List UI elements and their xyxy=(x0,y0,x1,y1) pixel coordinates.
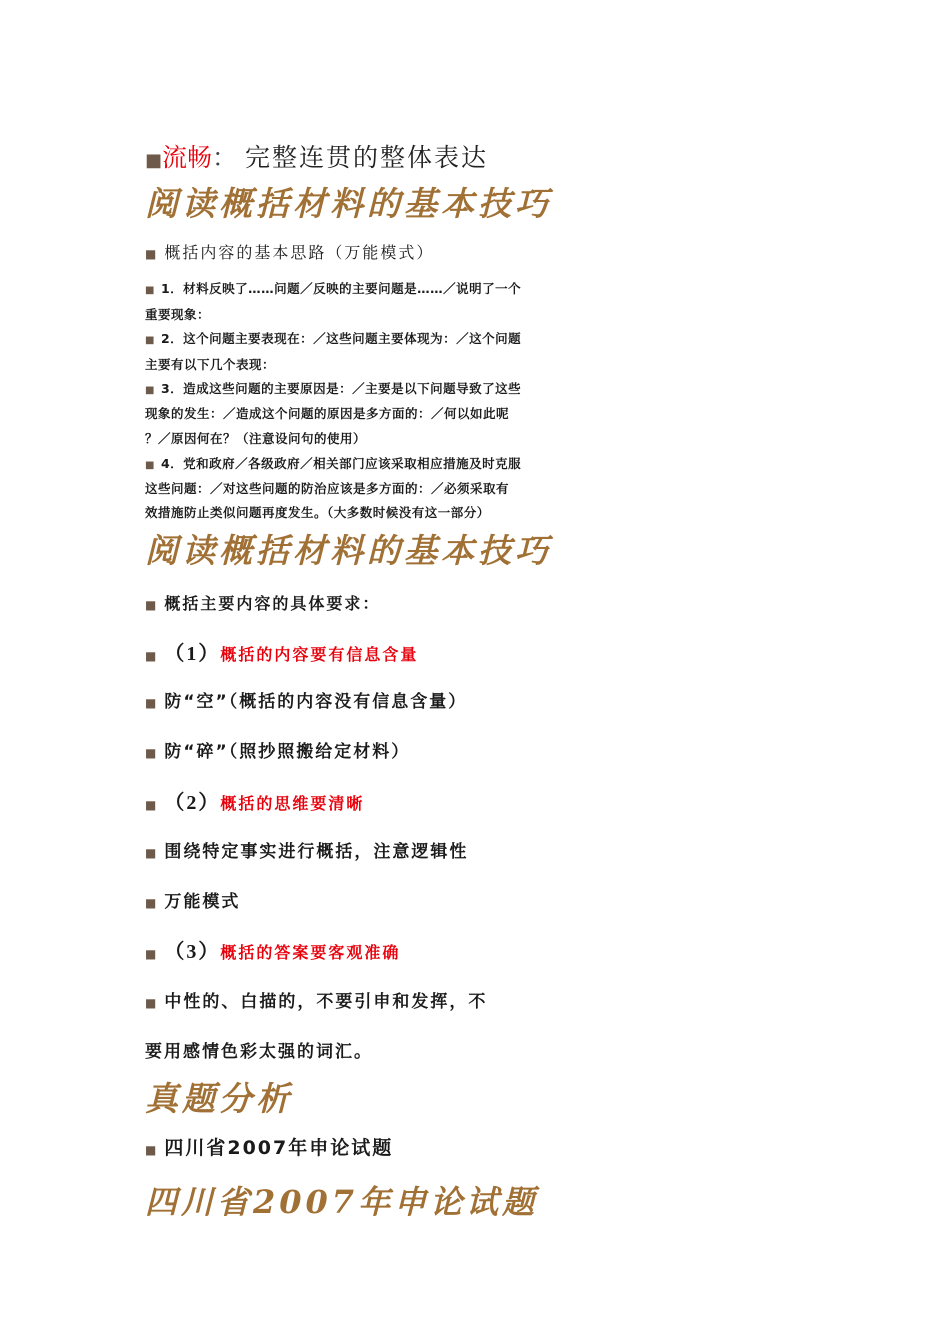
requirement-1-item-fragmented-text: 防“碎”（照抄照搬给定材料） xyxy=(164,742,411,762)
mode-line-text: 2．这个问题主要表现在：／这些问题主要体现为：／这个问题 xyxy=(160,331,522,346)
mode-line: 这些问题：／对这些问题的防治应该是多方面的：／必须采取有 xyxy=(145,481,510,496)
heading-reading-skills-1: 阅读概括材料的基本技巧 xyxy=(145,184,552,223)
intro-requirements xyxy=(145,591,380,614)
heading-exam-analysis: 真题分析 xyxy=(145,1079,293,1118)
requirement-3-text: 概括的答案要客观准确 xyxy=(220,943,401,962)
mode-line xyxy=(145,454,521,472)
mode-line-text: 4．党和政府／各级政府／相关部门应该采取相应措施及时克服 xyxy=(160,456,522,471)
bullet-icon: ■ xyxy=(145,335,155,346)
mode-line: ？／原因何在？（注意设问句的使用） xyxy=(145,431,367,446)
mode-line xyxy=(145,379,521,397)
bullet-icon: ■ xyxy=(145,247,159,261)
requirement-2-item-logic xyxy=(145,837,468,862)
bullet-icon: ■ xyxy=(145,996,159,1010)
mode-line: 效措施防止类似问题再度发生。（大多数时候没有这一部分） xyxy=(145,505,490,520)
line-fluency xyxy=(145,138,488,174)
requirement-3-item-neutral xyxy=(145,987,487,1012)
requirement-1-item-empty xyxy=(145,687,467,712)
mode-line-text: 1．材料反映了……问题／反映的主要问题是……／说明了一个 xyxy=(160,281,522,296)
requirement-3 xyxy=(145,935,400,964)
bullet-icon: ■ xyxy=(145,896,159,910)
bullet-icon: ■ xyxy=(145,598,159,612)
bullet-icon: ■ xyxy=(145,285,155,296)
bullet-icon: ■ xyxy=(145,460,155,471)
bullet-icon: ■ xyxy=(145,696,159,710)
mode-line: 主要有以下几个表现： xyxy=(145,357,276,372)
requirement-2-text: 概括的思维要清晰 xyxy=(220,794,365,813)
requirement-2-item-logic-text: 围绕特定事实进行概括，注意逻辑性 xyxy=(164,842,469,862)
requirement-2-item-mode-text: 万能模式 xyxy=(164,892,241,912)
mode-line: 重要现象： xyxy=(145,307,211,322)
requirement-2-number: （2） xyxy=(164,792,221,814)
case-item xyxy=(145,1133,393,1160)
requirement-1-item-fragmented xyxy=(145,737,410,762)
bullet-icon: ■ xyxy=(145,649,159,663)
requirement-1-item-empty-text: 防“空”（概括的内容没有信息含量） xyxy=(164,692,468,712)
intro-general-approach-text: 概括内容的基本思路（万能模式） xyxy=(164,243,435,262)
mode-line: 现象的发生：／造成这个问题的原因是多方面的：／何以如此呢 xyxy=(145,406,510,421)
requirement-3-item-neutral-text: 中性的、白描的，不要引申和发挥，不 xyxy=(164,992,488,1012)
mode-line-text: 3．造成这些问题的主要原因是：／主要是以下问题导致了这些 xyxy=(160,381,522,396)
fluency-colon: ： xyxy=(212,143,238,172)
fluency-label: 流畅 xyxy=(162,143,213,172)
requirement-2 xyxy=(145,786,364,815)
mode-line xyxy=(145,279,521,297)
requirement-1 xyxy=(145,637,418,666)
mode-line xyxy=(145,329,521,347)
heading-sichuan-exam: 四川省2007年申论试题 xyxy=(145,1183,539,1221)
heading-reading-skills-2: 阅读概括材料的基本技巧 xyxy=(145,531,552,570)
fluency-text: 完整连贯的整体表达 xyxy=(245,143,489,172)
case-item-text: 四川省2007年申论试题 xyxy=(164,1137,394,1159)
bullet-icon: ■ xyxy=(145,150,163,171)
bullet-icon: ■ xyxy=(145,947,159,961)
requirement-2-item-mode xyxy=(145,887,240,912)
bullet-icon: ■ xyxy=(145,1143,159,1157)
requirement-3-item-neutral-cont: 要用感情色彩太强的词汇。 xyxy=(145,1042,373,1062)
bullet-icon: ■ xyxy=(145,798,159,812)
bullet-icon: ■ xyxy=(145,846,159,860)
requirement-1-number: （1） xyxy=(164,643,221,665)
requirement-1-text: 概括的内容要有信息含量 xyxy=(220,645,419,664)
bullet-icon: ■ xyxy=(145,385,155,396)
intro-general-approach xyxy=(145,240,434,263)
bullet-icon: ■ xyxy=(145,746,159,760)
intro-requirements-text: 概括主要内容的具体要求： xyxy=(164,594,381,613)
requirement-3-number: （3） xyxy=(164,941,221,963)
